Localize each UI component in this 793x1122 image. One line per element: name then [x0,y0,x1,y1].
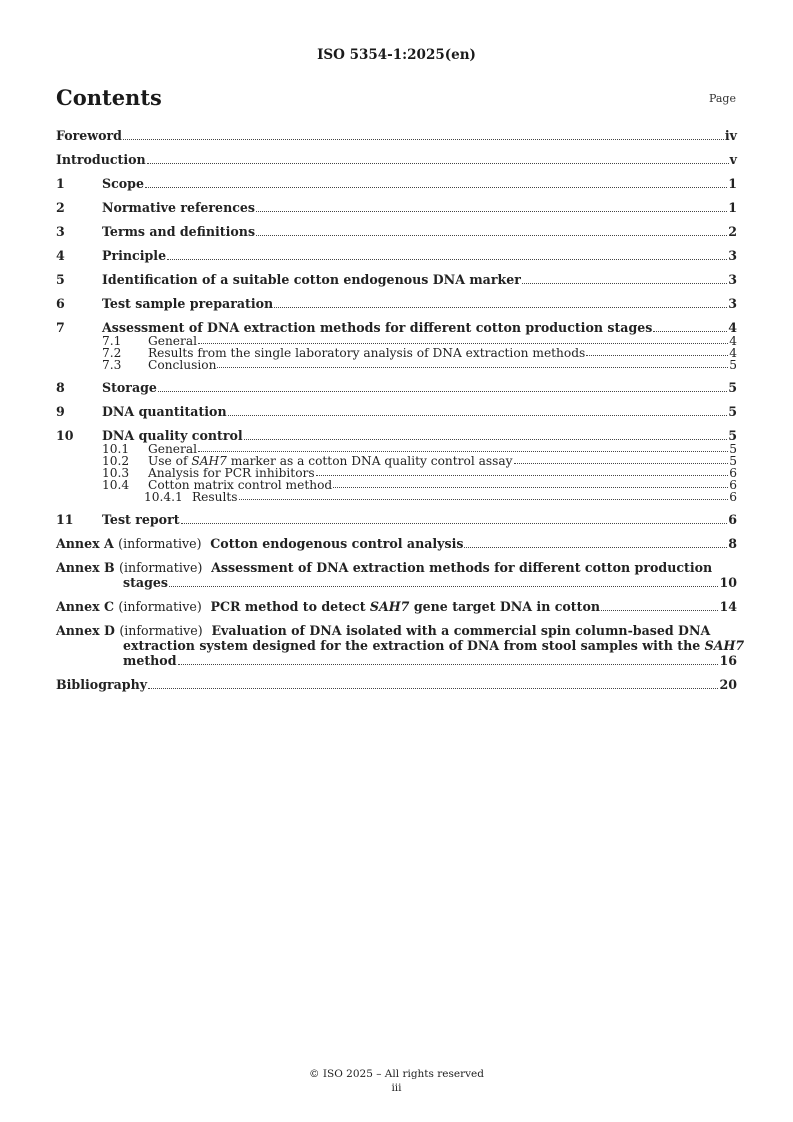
leader-dots [228,414,728,416]
toc-number: 7.2 [102,346,122,360]
annex-kind: (informative) [119,560,203,575]
toc-title: Analysis for PCR inhibitors [148,466,315,480]
page-number: iii [391,1082,402,1094]
toc-title: Test report [102,512,180,527]
toc-page: 16 [719,653,737,668]
annex-title-end: gene target DNA in cotton [409,599,600,614]
annex-line-1 [56,623,737,638]
annex-title-line-1: Evaluation of DNA isolated with a commercial spin column-based DNA [211,623,711,638]
toc-entry-7[interactable] [56,320,737,335]
toc-page: 6 [729,490,737,504]
document-header: ISO 5354-1:2025(en) [317,47,476,63]
toc-number: 6 [56,296,65,311]
toc-number: 10.4 [102,478,130,492]
toc-number: 5 [56,272,65,287]
leader-dots [514,462,729,464]
toc-number: 4 [56,248,65,263]
toc-title: Storage [102,380,157,395]
toc-title: DNA quantitation [102,404,227,419]
toc-entry-1[interactable] [56,176,737,191]
toc-number: 3 [56,224,65,239]
toc-entry-annex-c[interactable] [56,599,737,614]
toc-title: Cotton matrix control method [148,478,333,492]
toc-entry-introduction[interactable] [56,152,737,167]
leader-dots [198,342,728,344]
leader-dots [256,210,727,212]
toc-title [56,623,710,638]
toc-page: 5 [728,404,737,419]
toc-title: Identification of a suitable cotton endogenous DNA marker [102,272,521,287]
gene-name-italic: SAH7 [704,638,745,653]
toc-page: 5 [728,380,737,395]
toc-title: DNA quality control [102,428,243,443]
toc-title: General [148,442,197,456]
annex-label: Annex B [56,560,115,575]
annex-title: Cotton endogenous control analysis [210,536,464,551]
toc-page: 5 [729,442,737,456]
toc-page: iv [724,128,737,143]
toc-entry-annex-d[interactable] [56,623,745,668]
toc-page: 5 [729,358,737,372]
toc-entry-annex-b[interactable] [56,560,737,590]
annex-label: Annex C [56,599,115,614]
toc-number: 10.3 [102,466,130,480]
gene-name-italic: SAH7 [369,599,410,614]
toc-page: 6 [729,466,737,480]
toc-number: 7.1 [102,334,122,348]
toc-page: 6 [729,478,737,492]
toc-page: 5 [728,428,737,443]
copyright-notice: © ISO 2025 – All rights reserved [309,1068,484,1080]
toc-number: 10.2 [102,454,130,468]
toc-number: 1 [56,176,65,191]
leader-dots [198,450,728,452]
leader-dots [169,585,718,587]
leader-dots [145,186,727,188]
toc-entry-annex-a[interactable] [56,536,737,551]
title-text-start: Use of [148,454,192,468]
toc-title: Scope [102,176,144,191]
toc-entry-9[interactable] [56,404,737,419]
toc-page: 6 [728,512,737,527]
toc-number: 7.3 [102,358,122,372]
toc-title: Principle [102,248,167,263]
toc-title [56,560,712,575]
annex-title-line-2-text: extraction system designed for the extraction of DNA from stool samples with the [123,638,705,653]
toc-page: 10 [719,575,737,590]
toc-number: 10.1 [102,442,130,456]
leader-dots [123,138,724,140]
leader-dots [522,282,727,284]
toc-page: 5 [729,454,737,468]
gene-name-italic: SAH7 [191,454,227,468]
leader-dots [601,609,718,611]
leader-dots [316,474,729,476]
toc-page: 14 [719,599,737,614]
toc-title: Terms and definitions [102,224,256,239]
toc-number: 10 [56,428,74,443]
toc-page: 8 [728,536,737,551]
toc-number: 8 [56,380,65,395]
page-column-label: Page [708,92,736,105]
annex-kind: (informative) [119,623,203,638]
page-footer [0,1067,793,1095]
leader-dots [217,366,728,368]
toc-number: 7 [56,320,65,335]
annex-title-line-2 [123,638,744,653]
toc-page: 3 [728,272,737,287]
toc-title [56,536,463,551]
toc-entry-5[interactable] [56,272,737,287]
toc-entry-6[interactable] [56,296,737,311]
annex-line-1 [56,560,737,575]
leader-dots [244,438,728,440]
toc-page: 3 [728,296,737,311]
leader-dots [586,354,728,356]
toc-title: Conclusion [148,358,217,372]
leader-dots [167,258,727,260]
toc-number: 9 [56,404,65,419]
toc-title [56,599,600,614]
contents-title: Contents [56,85,162,110]
leader-dots [158,390,727,392]
leader-dots [274,306,727,308]
toc-number: 2 [56,200,65,215]
toc-page: 4 [729,334,737,348]
leader-dots [148,687,718,689]
toc-entry-7-3[interactable] [56,359,737,371]
leader-dots [653,330,727,332]
annex-title-start: PCR method to detect [210,599,370,614]
toc-title: General [148,334,197,348]
toc-page: 4 [729,346,737,360]
annex-title-line-2: stages [123,575,168,590]
toc-page: 1 [728,200,737,215]
toc-number: 11 [56,512,74,527]
table-of-contents [56,128,745,692]
leader-dots [333,486,728,488]
toc-entry-4[interactable] [56,248,737,263]
toc-page: 4 [728,320,737,335]
toc-entry-3[interactable] [56,224,737,239]
toc-title: Results from the single laboratory analysis of DNA extraction methods [148,346,586,360]
leader-dots [181,522,728,524]
leader-dots [239,498,729,500]
toc-entry-foreword[interactable] [56,128,737,143]
toc-page: 20 [719,677,737,692]
annex-label: Annex A [56,536,114,551]
toc-entry-bibliography[interactable] [56,677,737,692]
annex-line-2 [56,638,745,653]
toc-title: Normative references [102,200,256,215]
toc-title: Introduction [56,152,146,167]
toc-entry-11[interactable] [56,512,737,527]
toc-entry-2[interactable] [56,200,737,215]
toc-page: v [729,152,737,167]
annex-title-line-3: method [123,653,177,668]
toc-page: 3 [728,248,737,263]
leader-dots [464,546,727,548]
annex-kind: (informative) [118,599,202,614]
annex-kind: (informative) [118,536,202,551]
leader-dots [147,162,729,164]
toc-entry-10[interactable] [56,428,737,443]
leader-dots [256,234,727,236]
toc-title: Test sample preparation [102,296,274,311]
annex-label: Annex D [56,623,115,638]
toc-number: 10.4.1 [144,490,183,504]
toc-title: Assessment of DNA extraction methods for different cotton production stages [102,320,653,335]
toc-entry-10-4-1[interactable] [56,491,737,503]
annex-title-line-1: Assessment of DNA extraction methods for different cotton production [211,560,713,575]
toc-page: 2 [728,224,737,239]
leader-dots [178,663,719,665]
toc-page: 1 [728,176,737,191]
title-text-end: marker as a cotton DNA quality control assay [226,454,513,468]
toc-title: Bibliography [56,677,148,692]
toc-title: Results [192,490,238,504]
annex-line-3 [56,653,737,668]
toc-entry-8[interactable] [56,380,737,395]
annex-line-2 [56,575,737,590]
toc-title: Foreword [56,128,122,143]
